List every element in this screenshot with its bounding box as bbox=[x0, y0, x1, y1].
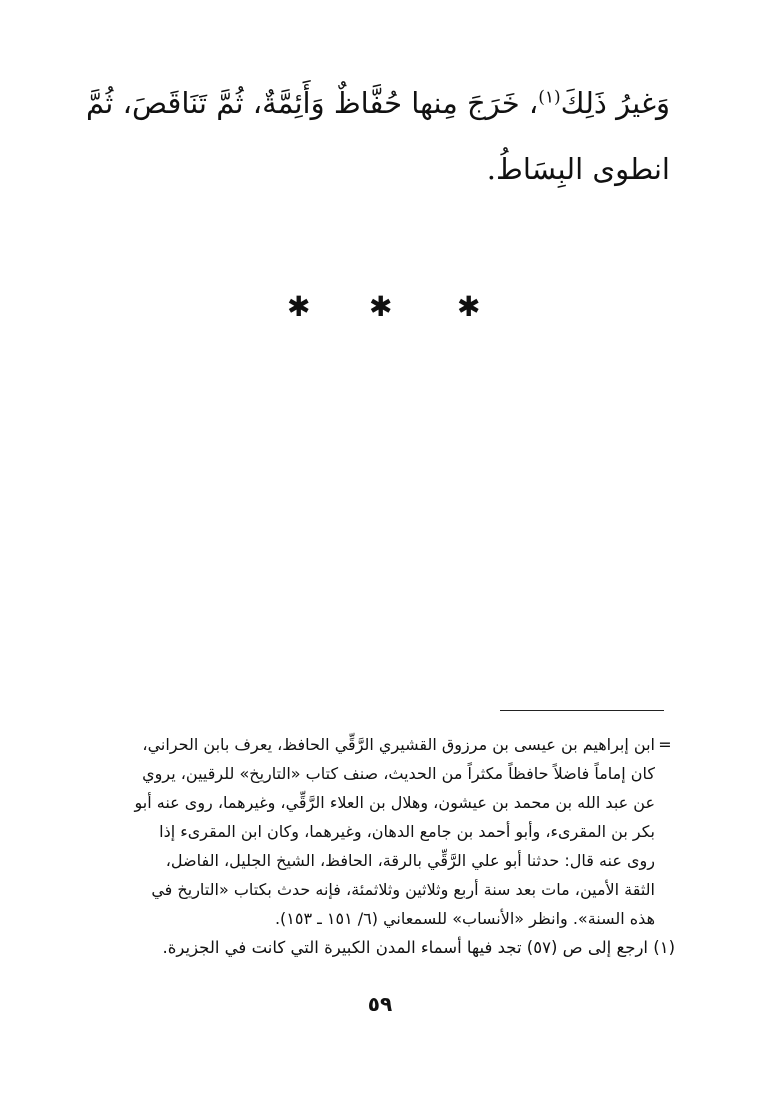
footnote-line bbox=[90, 730, 675, 759]
footnote-text: ابن إبراهيم بن عيسى بن مرزوق القشيري الرَّقِّي الحافظ، يعرف بابن الحراني، bbox=[142, 735, 655, 754]
main-text-fragment: وَغيرُ ذَلِكَ bbox=[560, 86, 670, 120]
footnote-1: (١) ارجع إلى ص (٥٧) تجد فيها أسماء المدن الكبيرة التي كانت في الجزيرة. bbox=[162, 938, 675, 957]
footnote-text: بكر بن المقرىء، وأبو أحمد بن جامع الدهان، وغيرهما، وكان ابن المقرىء إذا bbox=[159, 822, 655, 841]
footnote-text: كان إماماً فاضلاً حافظاً مكثراً من الحديث، صنف كتاب «التاريخ» للرقيين، يروي bbox=[142, 764, 655, 783]
footnote-divider bbox=[500, 710, 664, 711]
footnote-line bbox=[90, 759, 675, 788]
footnote-text: روى عنه قال: حدثنا أبو علي الرَّقِّي بالرقة، الحافظ، الشيخ الجليل، الفاضل، bbox=[165, 851, 655, 870]
footnote-text: هذه السنة». وانظر «الأنساب» للسمعاني (٦/ ١٥١ ـ ١٥٣). bbox=[274, 909, 655, 928]
section-separator bbox=[0, 292, 760, 322]
footnote-line bbox=[90, 846, 675, 875]
separator-star: ✱ bbox=[287, 290, 311, 323]
footnote-line bbox=[90, 788, 675, 817]
footnote-line bbox=[90, 817, 675, 846]
footnote-text: الثقة الأمين، مات بعد سنة أربع وثلاثين وثلاثمئة، فإنه حدث بكتاب «التاريخ في bbox=[151, 880, 655, 899]
main-text-fragment: ، خَرَجَ مِنها حُفَّاظٌ وَأَئِمَّةٌ، ثُمَّ تَنَاقَصَ، ثُمَّ bbox=[86, 86, 539, 120]
footnotes-block bbox=[90, 730, 675, 962]
continuation-marker: = bbox=[658, 735, 672, 754]
separator-star: ✱ bbox=[457, 290, 481, 323]
footnote-reference: (١) bbox=[538, 87, 561, 108]
footnote-line bbox=[90, 904, 675, 933]
main-text-line: انطوى البِسَاطُ. bbox=[486, 152, 670, 186]
separator-star: ✱ bbox=[369, 290, 393, 323]
main-text-line bbox=[85, 70, 670, 136]
footnote-text: عن عبد الله بن محمد بن عيشون، وهلال بن العلاء الرَّقِّي، وغيرهما، روى عنه أبو bbox=[134, 793, 655, 812]
footnote-line bbox=[90, 875, 675, 904]
page-number: ٥٩ bbox=[367, 992, 393, 1016]
main-text-block bbox=[85, 70, 670, 202]
